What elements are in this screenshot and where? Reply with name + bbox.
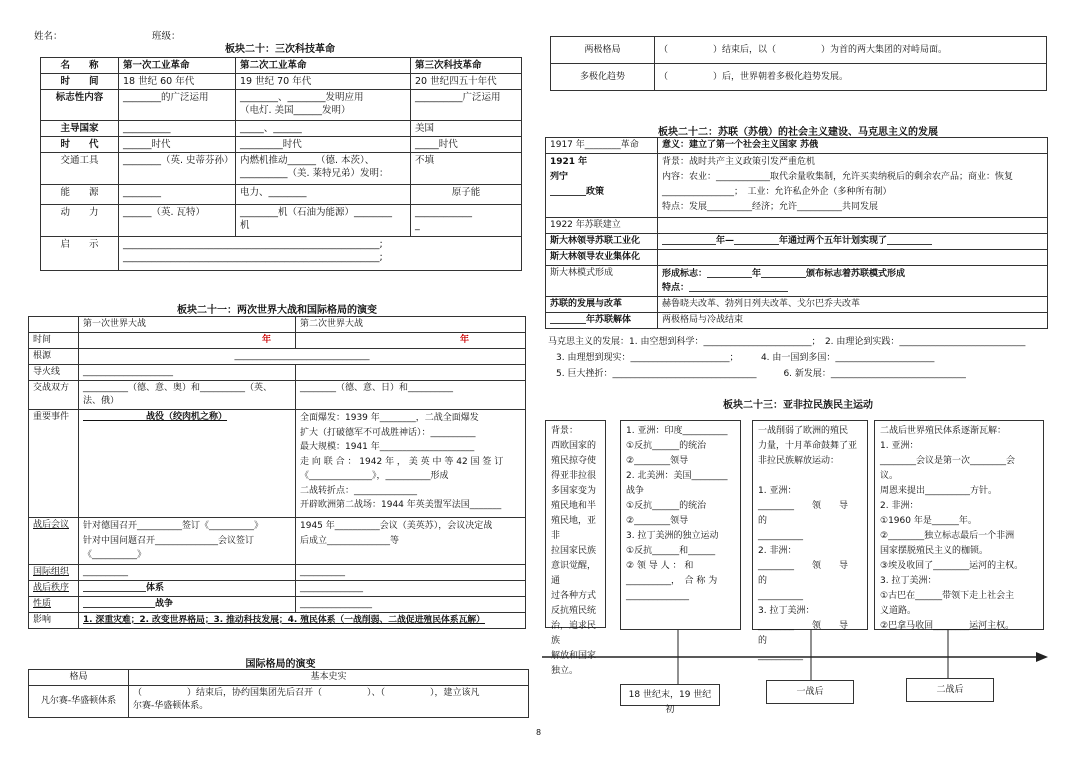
nation-movement-early: 1. 亚洲：印度__________ ①反抗______的统治 ②________领导 2. 北美洲：美国________ 战争 ①反抗______的统治 ②________领导 3. 拉丁美洲的独立运动 ①反抗______和______ ② 领 导 人 ： 和 __________， 合 称 为 ______________ (620, 420, 741, 630)
block23-title: 板块二十三：亚非拉民族民主运动 (723, 400, 873, 411)
rev3-power: ____________ _ (411, 205, 522, 237)
soviet-1917-label: 1917 年________革命 (546, 138, 658, 154)
lesson-value: ______________________________________________________; ______________________________________________________; (119, 237, 522, 271)
row-label-time: 时 间 (41, 74, 119, 90)
ww-impact-value: 1. 深重灾难；2. 改变世界格局；3. 推动科技发展；4. 殖民体系（一战削弱、二战促进殖民体系瓦解） (79, 612, 526, 628)
pattern-versailles-label: 凡尔赛-华盛顿体系 (29, 686, 129, 718)
block21-title: 板块二十一：两次世界大战和国际格局的演变 (177, 305, 377, 316)
row-label-country: 主导国家 (41, 121, 119, 137)
rev3-energy: 原子能 (411, 185, 522, 205)
page-number: 8 (536, 728, 542, 737)
col-head-name: 名 称 (41, 58, 119, 74)
pattern-title: 国际格局的演变 (245, 659, 316, 670)
ww-label-conference: 战后会议 (29, 518, 79, 565)
soviet-nep-label: 1921 年 列宁 ________政策 (546, 154, 658, 218)
marx-line-1: 马克思主义的发展：1. 由空想到科学：________________________； 2. 由理论到实践：____________________________ (548, 337, 1026, 347)
ww-label-org: 国际组织 (29, 564, 79, 580)
ww2-events: 全面爆发：1939 年________，二战全面爆发 扩大（打破德军不可战胜神话）：__________ 最大规模：1941 年_____________________ 走 向 联 合 ： 1942 年 ， 美 英 中 等 42 国 签 订 《______________》，__________形成 二战转折点：______________ 开辟欧洲第二战场：1944 年英美盟军法国_______ (296, 410, 526, 518)
soviet-1917-meaning: 意义：建立了第一个社会主义国家 苏俄 (658, 138, 1048, 154)
soviet-1922-label: 1922 年苏联建立 (546, 218, 658, 234)
soviet-1922-value (658, 218, 1048, 234)
ww-head-ww1: 第一次世界大战 (79, 317, 296, 333)
rev2-sign: ________、________发明应用 （电灯. 美国______发明） (236, 90, 411, 121)
ww-label-fuse: 导火线 (29, 365, 79, 381)
marx-line-3: 5. 巨大挫折：________________________________ 6. 新发展：______________________________ (556, 369, 966, 379)
timeline-arrow (540, 626, 1050, 686)
nation-movement-after-ww2: 二战后世界殖民体系逐渐瓦解： 1. 亚洲： ________会议是第一次________会 议。 周恩来提出__________方针。 2. 非洲： ①1960 年是______年。 ②________独立标志最后一个非洲 国家摆脱殖民主义的枷锁。 ③埃及收回了________运河的主权。 3. 拉丁美洲： ①古巴在______带领下走上社会主 义道路。 ②巴拿马收回________运河主权。 (874, 420, 1044, 630)
ww-label-nature: 性质 (29, 596, 79, 612)
timeline-label-early: 18 世纪末，19 世纪初 (620, 684, 720, 706)
soviet-collapse-label: ________年苏联解体 (546, 313, 658, 329)
nation-movement-after-ww1: 一战削弱了欧洲的殖民 力量，十月革命鼓舞了亚 非拉民族解放运动： 1. 亚洲： ________ 领 导 的 __________ 2. 非洲： ________ 领 导 的 __________ 3. 拉丁美洲： ________ 领 导 的 __________ (752, 420, 868, 630)
rev1-time: 18 世纪 60 年代 (119, 74, 236, 90)
ww-label-events: 重要事件 (29, 410, 79, 518)
block22-title: 板块二十二：苏联（苏俄）的社会主义建设、马克思主义的发展 (658, 127, 938, 138)
ww-head-ww2: 第二次世界大战 (296, 317, 526, 333)
row-label-era: 时 代 (41, 137, 119, 153)
soviet-collective-value (658, 250, 1048, 266)
ww1-year: 年 (261, 335, 271, 345)
rev3-transport: 不填 (411, 153, 522, 185)
ww1-nature: ________________战争 (79, 596, 296, 612)
ww-label-impact: 影响 (29, 612, 79, 628)
rev2-power: ________机（石油为能源）________ 机 (236, 205, 411, 237)
pattern-table-right (550, 36, 1047, 91)
rev2-energy: 电力、________ (236, 185, 411, 205)
soviet-industrial-value: ____________年—__________年通过两个五年计划实现了__________ (658, 234, 1048, 250)
pattern-bipolar-label: 两极格局 (551, 37, 655, 64)
ww2-conference: 1945 年__________会议（美英苏），会议决定战 后成立______________等 (296, 518, 526, 565)
soviet-reform-label: 苏联的发展与改革 (546, 297, 658, 313)
rev1-country: __________ (119, 121, 236, 137)
ww-head-blank (29, 317, 79, 333)
row-label-sign: 标志性内容 (41, 90, 119, 121)
soviet-nep-content: 背景：战时共产主义政策引发严重危机 内容：农业：____________取代余量收集制，允许买卖纳税后的剩余农产品；商业：恢复 ________________； 工业：允许私企外企（多种所有制） 特点：发展__________经济；允许__________共同发展 (658, 154, 1048, 218)
rev1-sign: ________的广泛运用 (119, 90, 236, 121)
name-label: 姓名： (34, 31, 63, 42)
rev3-era: _____时代 (411, 137, 522, 153)
ww1-order: ______________体系 (79, 580, 296, 596)
pattern-head-type: 格局 (29, 670, 129, 686)
row-label-energy: 能 源 (41, 185, 119, 205)
ww-label-time: 时间 (29, 333, 79, 349)
soviet-collapse-value: 两极格局与冷战结束 (658, 313, 1048, 329)
ww-label-order: 战后秩序 (29, 580, 79, 596)
ww-root-value: ______________________________ (79, 349, 526, 365)
row-label-power: 动 力 (41, 205, 119, 237)
pattern-table-left (28, 669, 529, 718)
ww1-org: __________ (79, 564, 296, 580)
pattern-multipolar-facts: （ ）后，世界朝着多极化趋势发展。 (655, 64, 1047, 91)
marx-line-2: 3. 由理想到现实：______________________； 4. 由一国到多国：______________________ (556, 353, 935, 363)
pattern-multipolar-label: 多极化趋势 (551, 64, 655, 91)
soviet-industrial-label: 斯大林领导苏联工业化 (546, 234, 658, 250)
soviet-model-label: 斯大林模式形成 (546, 266, 658, 297)
col-head-rev2: 第二次工业革命 (236, 58, 411, 74)
ww1-conference: 针对德国召开__________签订《__________》 针对中国问题召开______________会议签订 《__________》 (79, 518, 296, 565)
row-label-lesson: 启 示 (41, 237, 119, 271)
ww-label-root: 根源 (29, 349, 79, 365)
rev3-sign: __________广泛运用 (411, 90, 522, 121)
rev1-transport: ________（英. 史蒂芬孙） (119, 153, 236, 185)
tech-revolution-table (40, 57, 522, 271)
soviet-table (545, 137, 1048, 329)
world-wars-table (28, 316, 526, 629)
row-label-transport: 交通工具 (41, 153, 119, 185)
rev3-time: 20 世纪四五十年代 (411, 74, 522, 90)
soviet-collective-label: 斯大林领导农业集体化 (546, 250, 658, 266)
rev2-era: _________时代 (236, 137, 411, 153)
rev2-time: 19 世纪 70 年代 (236, 74, 411, 90)
col-head-rev3: 第三次科技革命 (411, 58, 522, 74)
pattern-head-facts: 基本史实 (129, 670, 529, 686)
ww-label-sides: 交战双方 (29, 381, 79, 410)
ww2-year: 年 (459, 335, 469, 345)
soviet-model-value: 形成标志：__________年__________颁布标志着苏联模式形成 特点：______________________ (658, 266, 1048, 297)
rev1-power: ______（英. 瓦特） (119, 205, 236, 237)
ww2-sides: ________（德、意、日）和__________ (296, 381, 526, 410)
soviet-reform-value: 赫鲁晓夫改革、勃列日列夫改革、戈尔巴乔夫改革 (658, 297, 1048, 313)
rev2-country: _____、______ (236, 121, 411, 137)
timeline-label-ww1: 一战后 (766, 680, 854, 704)
nation-movement-background: 背景： 西欧国家的 殖民掠夺使 得亚非拉很 多国家变为 殖民地和半 殖民地，亚非 拉国家民族 意识觉醒，通 过各种方式 反抗殖民统 治，追求民族 解放和国家 独立。 (545, 420, 606, 628)
ww1-events: ______________战役（绞肉机之称） (79, 410, 296, 518)
timeline-label-ww2: 二战后 (906, 678, 994, 702)
rev2-transport: 内燃机推动______（德. 本茨）、 __________（美. 莱特兄弟）发明： (236, 153, 411, 185)
block20-title: 板块二十：三次科技革命 (225, 44, 335, 55)
ww2-nature: ________________ (296, 596, 526, 612)
rev3-country: 美国 (411, 121, 522, 137)
rev1-era: ______时代 (119, 137, 236, 153)
rev1-energy: ________ (119, 185, 236, 205)
ww1-sides: __________（德、意、奥）和__________（英、 法、俄） (79, 381, 296, 410)
class-label: 班级： (152, 31, 181, 42)
ww2-order: ______________ (296, 580, 526, 596)
pattern-versailles-facts: （ ）结束后，协约国集团先后召开（ ）、（ ），建立该凡 尔赛-华盛顿体系。 (129, 686, 529, 718)
pattern-bipolar-facts: （ ）结束后，以（ ）为首的两大集团的对峙局面。 (655, 37, 1047, 64)
col-head-rev1: 第一次工业革命 (119, 58, 236, 74)
ww1-fuse: ____________________ (79, 365, 296, 381)
ww2-org: __________ (296, 564, 526, 580)
